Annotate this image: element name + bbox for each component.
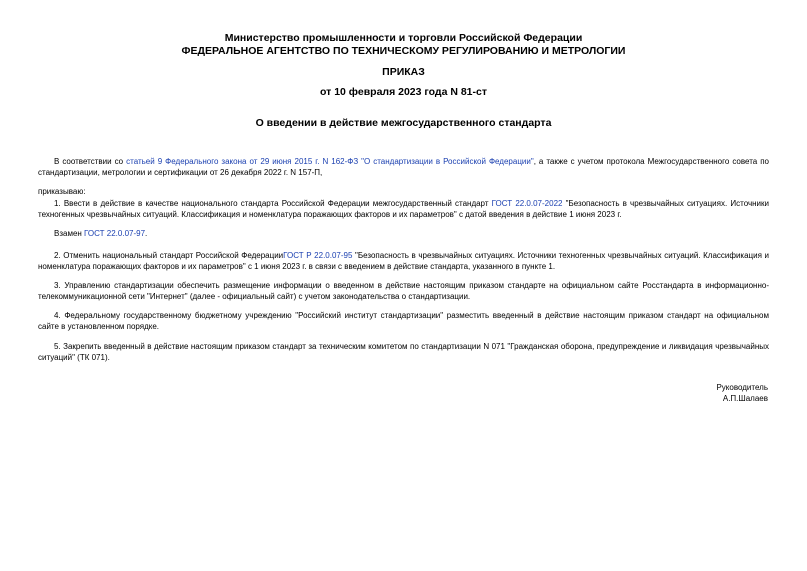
- item-2-prefix: 2. Отменить национальный стандарт Российской Федерации: [54, 251, 284, 260]
- preamble-paragraph: [38, 156, 769, 178]
- gost-2022-link[interactable]: ГОСТ 22.0.07-2022: [491, 199, 563, 208]
- replace-paragraph: [38, 228, 769, 239]
- item-4-paragraph: 4. Федеральному государственному бюджетному учреждению "Российский институт стандартизации" разместить введенный в действие настоящим приказом стандарт на официальном сайте в установленном порядке.: [38, 311, 769, 331]
- federal-law-link[interactable]: статьей 9 Федерального закона от 29 июня 2015 г. N 162-ФЗ "О стандартизации в Российской Федерации": [126, 157, 534, 166]
- gost-97-link[interactable]: ГОСТ 22.0.07-97: [84, 229, 146, 238]
- order-word: приказываю:: [38, 187, 86, 196]
- item-2-suffix: "Безопасность в чрезвычайных ситуациях. Источники техногенных чрезвычайных ситуаций. Классификация и номенклатура поражающих факторов и их параметров" с 1 июня 2023 г. в связи с введением в действие стандарта, указанного в пункте 1.: [38, 251, 769, 271]
- agency-title: ФЕДЕРАЛЬНОЕ АГЕНТСТВО ПО ТЕХНИЧЕСКОМУ РЕГУЛИРОВАНИЮ И МЕТРОЛОГИИ: [181, 45, 626, 57]
- item-5-paragraph: 5. Закрепить введенный в действие настоящим приказом стандарт за техническим комитетом по стандартизации N 071 "Гражданская оборона, предупреждение и ликвидация чрезвычайных ситуаций" (ТК 071).: [38, 342, 769, 362]
- item-2-paragraph: [38, 250, 769, 272]
- preamble-prefix: В соответствии со: [54, 157, 127, 166]
- item-1-paragraph: [38, 198, 769, 220]
- item-1-suffix: "Безопасность в чрезвычайных ситуациях. Источники техногенных чрезвычайных ситуаций. Классификация и номенклатура поражающих факторов и их параметров" с датой введения в действие 1 июня 2023 г.: [38, 199, 769, 219]
- document-date-number: от 10 февраля 2023 года N 81-ст: [320, 86, 487, 98]
- gost-r-95-link[interactable]: ГОСТ Р 22.0.07-95: [283, 251, 353, 260]
- signature-title: Руководитель: [716, 383, 768, 392]
- preamble-suffix: , а также с учетом протокола Межгосударственного совета по стандартизации, метрологии и сертификации от 26 декабря 2022 г. N 157-П,: [38, 157, 769, 177]
- signature-name: А.П.Шалаев: [722, 394, 768, 403]
- replace-prefix: Взамен: [54, 229, 85, 238]
- replace-suffix: .: [145, 229, 148, 238]
- document-subject: О введении в действие межгосударственного стандарта: [255, 117, 552, 129]
- item-3-paragraph: 3. Управлению стандартизации обеспечить размещение информации о введенном в действие настоящим приказом стандарте на официальном сайте Росстандарта в информационно-телекоммуникационной сети "Интернет" (далее - официальный сайт) с учетом законодательства о стандартизации.: [38, 281, 769, 301]
- item-1-prefix: 1. Ввести в действие в качестве национального стандарта Российской Федерации межгосударственный стандарт: [54, 199, 492, 208]
- ministry-title: Министерство промышленности и торговли Российской Федерации: [224, 32, 583, 44]
- document-type: ПРИКАЗ: [382, 66, 425, 78]
